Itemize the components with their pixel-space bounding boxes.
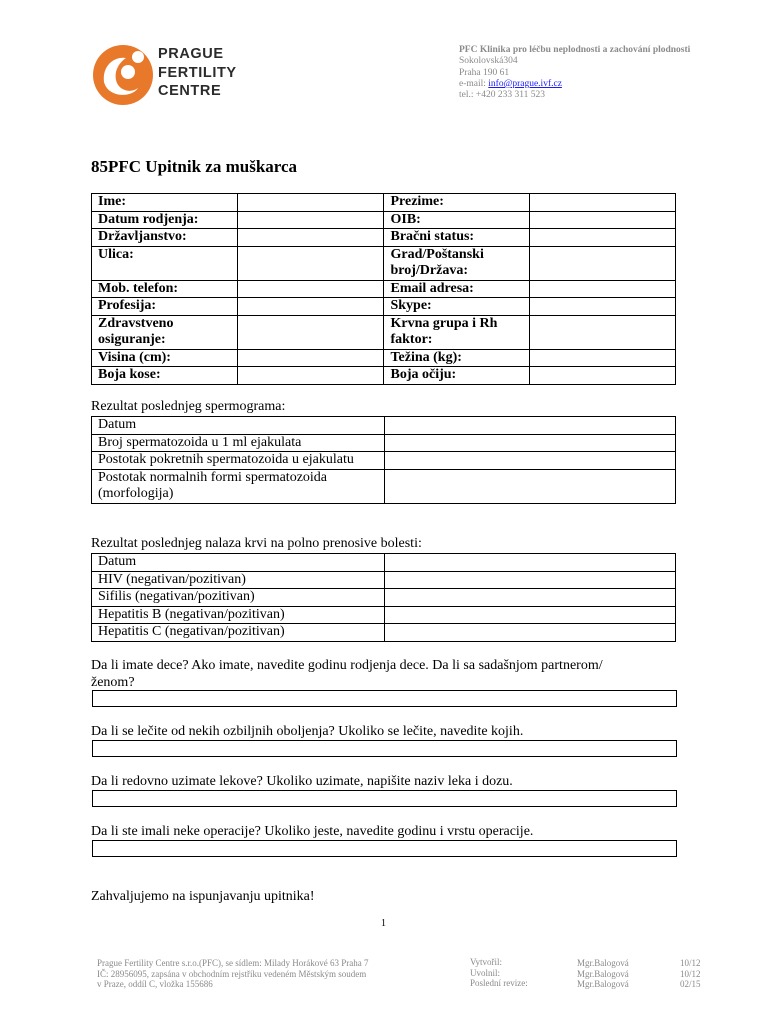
personal-field-label: Ime:: [92, 194, 238, 212]
question-illness: Da li se lečite od nekih ozbiljnih oboljenja? Ukoliko se lečite, navedite kojih.: [91, 724, 524, 739]
personal-value-field[interactable]: [530, 349, 676, 367]
spermogram-table: [91, 416, 676, 504]
personal-row: [92, 229, 676, 247]
personal-field-label: Bračni status:: [384, 229, 530, 247]
blood-test-value-field[interactable]: [384, 571, 675, 589]
blood-test-value-field[interactable]: [384, 554, 675, 572]
personal-value-field[interactable]: [530, 246, 676, 280]
footer-dates: [680, 958, 701, 990]
personal-value-field[interactable]: [237, 194, 384, 212]
personal-field-label: Prezime:: [384, 194, 530, 212]
spermogram-label: Broj spermatozoida u 1 ml ejakulata: [92, 434, 385, 452]
personal-field-label: Boja kose:: [92, 367, 238, 385]
personal-field-label: Visina (cm):: [92, 349, 238, 367]
spermogram-value-field[interactable]: [384, 452, 675, 470]
personal-field-label: Državljanstvo:: [92, 229, 238, 247]
logo-mark-icon: [92, 44, 154, 106]
footer-labels: [470, 957, 528, 989]
blood-test-label: HIV (negativan/pozitivan): [92, 571, 385, 589]
answer-children-field[interactable]: [92, 690, 677, 707]
question-medication: Da li redovno uzimate lekove? Ukoliko uzimate, napišite naziv leka i dozu.: [91, 774, 513, 789]
logo-line-1: PRAGUE: [158, 46, 224, 62]
personal-row: [92, 367, 676, 385]
footer-name: Mgr.Balogová: [577, 979, 629, 989]
spermogram-row: [92, 417, 676, 435]
personal-field-label: Datum rodjenja:: [92, 211, 238, 229]
footer-date: 10/12: [680, 968, 701, 979]
personal-value-field[interactable]: [530, 315, 676, 349]
personal-field-label: Grad/Poštanski broj/Država:: [384, 246, 530, 280]
page-title: 85PFC Upitnik za muškarca: [91, 157, 298, 176]
page-number: 1: [381, 918, 386, 929]
blood-test-table: [91, 553, 676, 642]
personal-value-field[interactable]: [237, 298, 384, 316]
personal-field-label: Boja očiju:: [384, 367, 530, 385]
spermogram-row: [92, 469, 676, 503]
footer-company-line: Prague Fertility Centre s.r.o.(PFC), se sídlem: Milady Horákové 63 Praha 7: [97, 958, 369, 968]
logo-line-3: CENTRE: [158, 83, 222, 99]
clinic-logo: [92, 44, 238, 106]
personal-row: [92, 194, 676, 212]
blood-test-value-field[interactable]: [384, 606, 675, 624]
org-city: Praha 190 61: [459, 67, 510, 78]
personal-value-field[interactable]: [530, 194, 676, 212]
blood-test-value-field[interactable]: [384, 589, 675, 607]
personal-value-field[interactable]: [237, 349, 384, 367]
blood-test-row: [92, 571, 676, 589]
spermogram-value-field[interactable]: [384, 469, 675, 503]
footer-label: Vytvořil:: [470, 957, 503, 967]
personal-value-field[interactable]: [237, 211, 384, 229]
blood-test-value-field[interactable]: [384, 624, 675, 642]
blood-test-label: Sifilis (negativan/pozitivan): [92, 589, 385, 607]
spermogram-label: Datum: [92, 417, 385, 435]
personal-row: [92, 211, 676, 229]
personal-value-field[interactable]: [237, 246, 384, 280]
personal-row: [92, 349, 676, 367]
personal-field-label: Mob. telefon:: [92, 280, 238, 298]
org-street: Sokolovská304: [459, 56, 518, 67]
blood-test-row: [92, 589, 676, 607]
org-phone: tel.: +420 233 311 523: [459, 90, 546, 101]
personal-value-field[interactable]: [237, 315, 384, 349]
personal-data-table: [91, 193, 676, 385]
personal-value-field[interactable]: [237, 280, 384, 298]
personal-value-field[interactable]: [530, 298, 676, 316]
org-name: PFC Klinika pro léčbu neplodnosti a zachování plodnosti: [459, 45, 691, 55]
footer-name: Mgr.Balogová: [577, 958, 629, 968]
blood-test-label: Hepatitis B (negativan/pozitivan): [92, 606, 385, 624]
personal-row: [92, 298, 676, 316]
personal-value-field[interactable]: [530, 229, 676, 247]
thanks-note: Zahvaljujemo na ispunjavanju upitnika!: [91, 889, 315, 904]
personal-field-label: Težina (kg):: [384, 349, 530, 367]
blood-test-label: Datum: [92, 554, 385, 572]
footer-date: 10/12: [680, 958, 701, 968]
blood-test-row: [92, 606, 676, 624]
personal-value-field[interactable]: [530, 367, 676, 385]
personal-field-label: Ulica:: [92, 246, 238, 280]
spermogram-label: Postotak pokretnih spermatozoida u ejakulatu: [92, 452, 385, 470]
blood-test-label: Hepatitis C (negativan/pozitivan): [92, 624, 385, 642]
footer-date: 02/15: [680, 979, 701, 989]
spermogram-row: [92, 452, 676, 470]
blood-test-row: [92, 624, 676, 642]
spermogram-row: [92, 434, 676, 452]
clinic-contact-block: [459, 45, 690, 101]
footer-company-info: [97, 958, 368, 990]
logo-line-2: FERTILITY: [158, 64, 237, 81]
email-link[interactable]: info@prague.ivf.cz: [488, 78, 562, 89]
personal-value-field[interactable]: [530, 280, 676, 298]
personal-field-label: Profesija:: [92, 298, 238, 316]
answer-medication-field[interactable]: [92, 790, 677, 807]
footer-label: Poslední revize:: [470, 978, 528, 988]
spermogram-heading: Rezultat poslednjeg spermograma:: [91, 399, 286, 414]
personal-value-field[interactable]: [530, 211, 676, 229]
personal-row: [92, 246, 676, 280]
footer-company-line: v Praze, oddíl C, vložka 155686: [97, 979, 213, 989]
personal-value-field[interactable]: [237, 229, 384, 247]
personal-field-label: Email adresa:: [384, 280, 530, 298]
question-operations: Da li ste imali neke operacije? Ukoliko jeste, navedite godinu i vrstu operacije.: [91, 824, 534, 839]
answer-operations-field[interactable]: [92, 840, 677, 857]
spermogram-label: Postotak normalnih formi spermatozoida (morfologija): [92, 469, 385, 503]
email-label: e-mail:: [459, 78, 489, 89]
personal-field-label: Krvna grupa i Rh faktor:: [384, 315, 530, 349]
footer-names: [577, 958, 629, 990]
footer-label: Uvolnil:: [470, 967, 501, 978]
personal-field-label: Skype:: [384, 298, 530, 316]
personal-field-label: OIB:: [384, 211, 530, 229]
footer-company-line: IČ: 28956095, zapsána v obchodním rejstříku vedeném Městským soudem: [97, 968, 367, 979]
blood-test-row: [92, 554, 676, 572]
question-children: Da li imate dece? Ako imate, navedite godinu rodjenja dece. Da li sa sadašnjom partnerom/ženom?: [91, 658, 603, 690]
spermogram-value-field[interactable]: [384, 434, 675, 452]
blood-test-heading: Rezultat poslednjeg nalaza krvi na polno prenosive bolesti:: [91, 536, 422, 551]
personal-value-field[interactable]: [237, 367, 384, 385]
answer-illness-field[interactable]: [92, 740, 677, 757]
spermogram-value-field[interactable]: [384, 417, 675, 435]
personal-field-label: Zdravstveno osiguranje:: [92, 315, 238, 349]
personal-row: [92, 280, 676, 298]
footer-name: Mgr.Balogová: [577, 968, 629, 979]
personal-row: [92, 315, 676, 349]
